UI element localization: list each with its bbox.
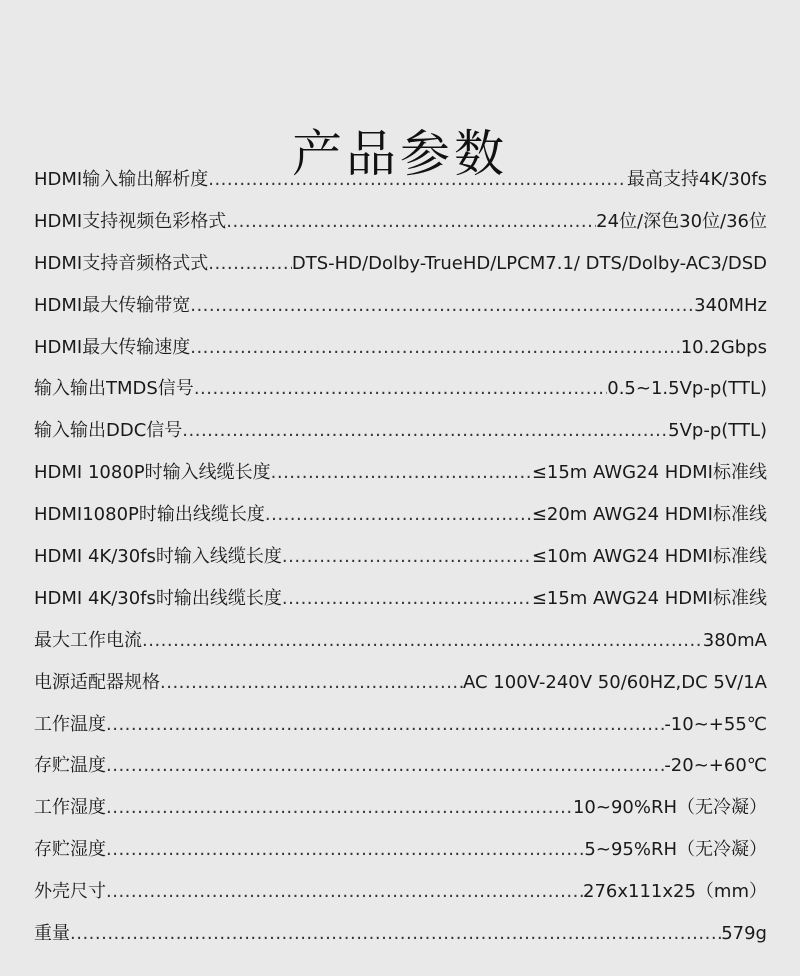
spec-label: HDMI最大传输速度 xyxy=(34,336,191,358)
spec-row xyxy=(34,871,767,913)
spec-value: 579g xyxy=(721,923,767,945)
spec-label: 外壳尺寸 xyxy=(34,881,106,903)
dot-leader xyxy=(106,829,584,871)
spec-label: 存贮温度 xyxy=(34,755,106,777)
spec-value: ≤10m AWG24 HDMI标准线 xyxy=(531,546,767,568)
spec-value: -20~+60℃ xyxy=(664,755,767,777)
spec-value: 340MHz xyxy=(694,294,767,316)
spec-value: 380mA xyxy=(702,629,767,651)
spec-value: 最高支持4K/30fs xyxy=(627,169,767,190)
spec-value: ≤20m AWG24 HDMI标准线 xyxy=(531,504,767,526)
spec-row xyxy=(34,201,767,243)
spec-value: -10~+55℃ xyxy=(664,713,767,735)
spec-row xyxy=(34,704,767,746)
spec-row xyxy=(34,745,767,787)
page-title: 产品参数 xyxy=(292,124,508,183)
spec-label: HDMI 4K/30fs时输入线缆长度 xyxy=(34,546,282,568)
spec-row xyxy=(34,620,767,662)
spec-row xyxy=(34,829,767,871)
spec-label: 工作湿度 xyxy=(34,797,106,819)
spec-row xyxy=(34,787,767,829)
spec-label: HDMI 1080P时输入线缆长度 xyxy=(34,462,271,484)
spec-row xyxy=(34,536,767,578)
spec-label: 电源适配器规格 xyxy=(34,671,160,693)
spec-row xyxy=(34,452,767,494)
dot-leader xyxy=(106,871,583,913)
dot-leader xyxy=(106,787,573,829)
spec-row xyxy=(34,578,767,620)
spec-value: AC 100V-240V 50/60HZ,DC 5V/1A xyxy=(463,671,767,693)
spec-label: HDMI1080P时输出线缆长度 xyxy=(34,504,265,526)
spec-value: 5~95%RH（无冷凝） xyxy=(584,839,767,861)
spec-row xyxy=(34,368,767,410)
spec-label: 最大工作电流 xyxy=(34,629,142,651)
spec-row xyxy=(34,662,767,704)
spec-value: ≤15m AWG24 HDMI标准线 xyxy=(531,462,767,484)
spec-label: 输入输出TMDS信号 xyxy=(34,378,194,400)
spec-value: 10.2Gbps xyxy=(680,336,767,358)
dot-leader xyxy=(190,327,681,369)
dot-leader xyxy=(282,536,532,578)
dot-leader xyxy=(208,159,627,201)
dot-leader xyxy=(208,243,292,285)
spec-label: 存贮湿度 xyxy=(34,839,106,861)
dot-leader xyxy=(106,704,664,746)
spec-value: ≤15m AWG24 HDMI标准线 xyxy=(531,587,767,609)
spec-label: 输入输出DDC信号 xyxy=(34,420,183,442)
spec-value: 276x111x25（mm） xyxy=(583,881,767,903)
dot-leader xyxy=(142,620,703,662)
spec-value: DTS-HD/Dolby-TrueHD/LPCM7.1/ DTS/Dolby-AC3/DSD xyxy=(291,252,767,274)
dot-leader xyxy=(282,578,532,620)
spec-value: 5Vp-p(TTL) xyxy=(668,420,767,442)
dot-leader xyxy=(70,913,721,955)
spec-label: HDMI输入输出解析度 xyxy=(34,169,209,190)
spec-row xyxy=(34,159,767,201)
spec-row xyxy=(34,410,767,452)
spec-label: HDMI支持音频格式式 xyxy=(34,252,209,274)
spec-label: 工作温度 xyxy=(34,713,106,735)
spec-label: HDMI支持视频色彩格式 xyxy=(34,210,227,232)
dot-leader xyxy=(271,452,532,494)
spec-label: HDMI 4K/30fs时输出线缆长度 xyxy=(34,587,282,609)
dot-leader xyxy=(265,494,532,536)
spec-value: 24位/深色30位/36位 xyxy=(596,210,767,232)
spec-label: HDMI最大传输带宽 xyxy=(34,294,191,316)
spec-row xyxy=(34,285,767,327)
spec-list xyxy=(34,159,767,955)
spec-value: 10~90%RH（无冷凝） xyxy=(572,797,767,819)
dot-leader xyxy=(226,201,596,243)
dot-leader xyxy=(160,662,463,704)
dot-leader xyxy=(190,285,694,327)
spec-row xyxy=(34,327,767,369)
spec-row xyxy=(34,494,767,536)
spec-label: 重量 xyxy=(34,923,70,945)
dot-leader xyxy=(182,410,668,452)
spec-row xyxy=(34,243,767,285)
dot-leader xyxy=(194,368,607,410)
spec-value: 0.5~1.5Vp-p(TTL) xyxy=(607,378,767,400)
spec-row xyxy=(34,913,767,955)
dot-leader xyxy=(106,745,664,787)
